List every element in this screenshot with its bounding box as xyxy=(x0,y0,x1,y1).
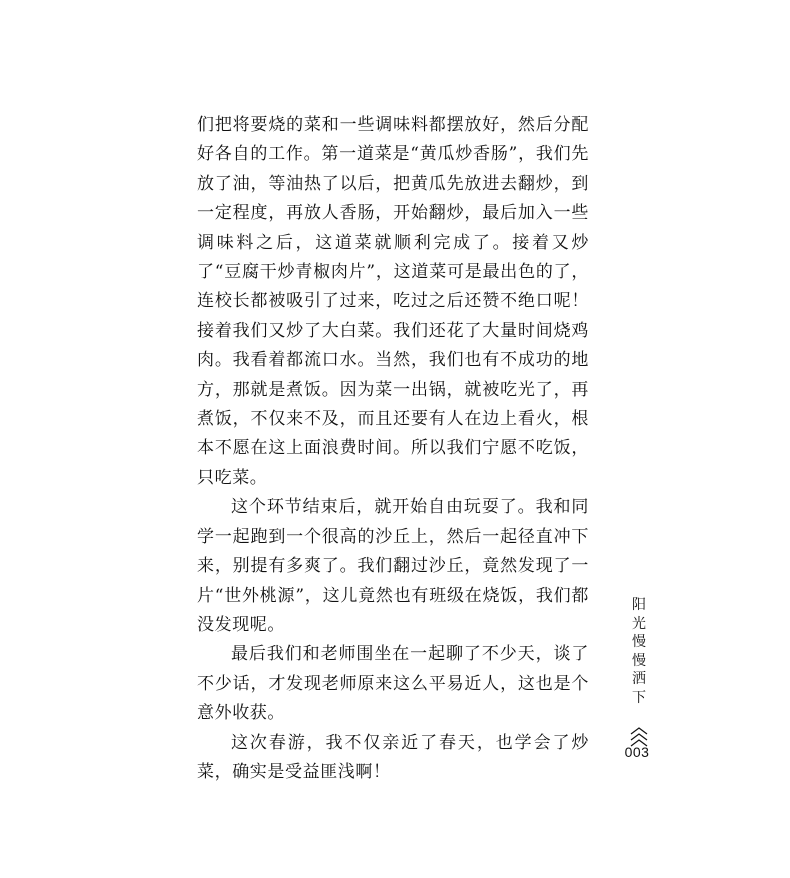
body-text xyxy=(197,111,589,787)
side-running-header xyxy=(624,596,654,749)
book-title-vertical: 阳光慢慢洒下 xyxy=(632,597,646,706)
paragraph-2: 这个环节结束后，就开始自由玩耍了。我和同学一起跑到一个很高的沙丘上，然后一起径直冲下来，别提有多爽了。我们翻过沙丘，竟然发现了一片“世外桃源”，这儿竟然也有班级在烧饭，我们都没发现呢。 xyxy=(197,497,589,635)
paragraph-4: 这次春游，我不仅亲近了春天，也学会了炒菜，确实是受益匪浅啊！ xyxy=(197,732,589,782)
page-number: 003 xyxy=(624,744,650,760)
paragraph-3: 最后我们和老师围坐在一起聊了不少天，谈了不少话，才发现老师原来这么平易近人，这也是个意外收获。 xyxy=(197,644,589,724)
paragraph-1: 们把将要烧的菜和一些调味料都摆放好，然后分配好各自的工作。第一道菜是“黄瓜炒香肠”，我们先放了油，等油热了以后，把黄瓜先放进去翻炒，到一定程度，再放人香肠，开始翻炒，最后加入一些调味料之后，这道菜就顺利完成了。接着又炒了“豆腐干炒青椒肉片”，这道菜可是最出色的了，连校长都被吸引了过来，吃过之后还赞不绝口呢！接着我们又炒了大白菜。我们还花了大量时间烧鸡肉。我看着都流口水。当然，我们也有不成功的地方，那就是煮饭。因为菜一出锅，就被吃光了，再煮饭，不仅来不及，而且还要有人在边上看火，根本不愿在这上面浪费时间。所以我们宁愿不吃饭，只吃菜。 xyxy=(197,115,589,488)
